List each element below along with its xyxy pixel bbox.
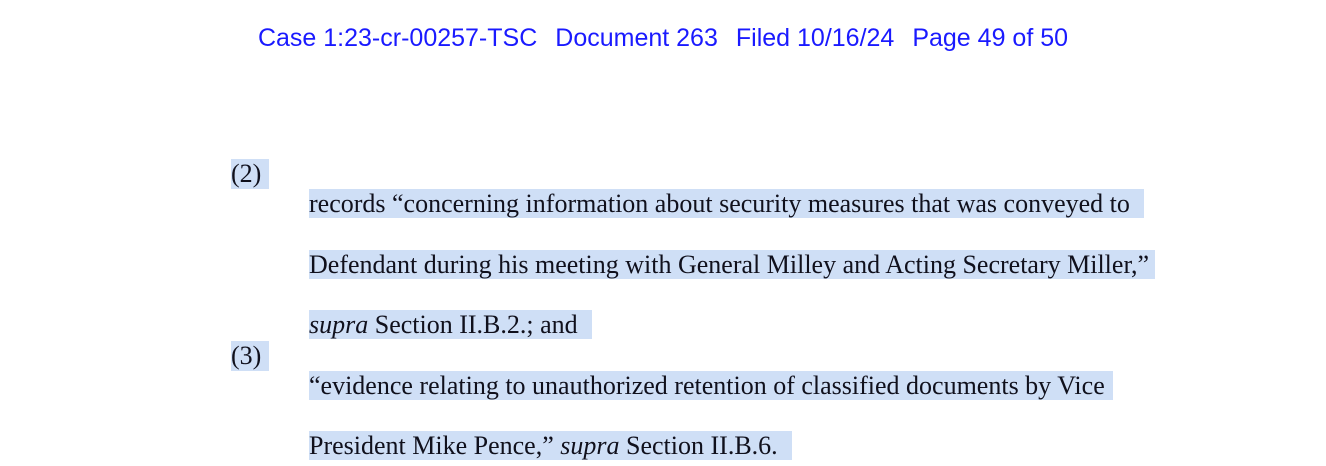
page-number: Page 49 of 50: [912, 24, 1069, 52]
item-number: (2): [231, 159, 269, 189]
citation-italic: supra: [560, 431, 620, 460]
citation-text: Section II.B.2.; and: [368, 310, 578, 339]
item-line: [270, 220, 1155, 279]
citation-prefix: President Mike Pence,”: [309, 431, 561, 460]
item-line-text: records “concerning information about security measures that was conveyed to: [309, 189, 1144, 218]
item-number: (3): [231, 341, 269, 371]
item-line: [270, 159, 1144, 218]
citation-text: Section II.B.6.: [619, 431, 778, 460]
item-line-text: “evidence relating to unauthorized retention of classified documents by Vice: [309, 371, 1113, 400]
item-line: [270, 401, 792, 460]
item-line: [270, 341, 1113, 400]
filed-date: Filed 10/16/24: [735, 24, 895, 52]
case-number: Case 1:23-cr-00257-TSC: [257, 24, 538, 52]
document-number: Document 263: [555, 24, 718, 52]
item-citation: [309, 431, 792, 460]
item-line: [270, 280, 592, 339]
item-citation: [309, 310, 592, 339]
item-line-text: Defendant during his meeting with General Milley and Acting Secretary Miller,”: [309, 250, 1155, 279]
page-header: [0, 24, 1326, 53]
citation-italic: supra: [309, 310, 369, 339]
